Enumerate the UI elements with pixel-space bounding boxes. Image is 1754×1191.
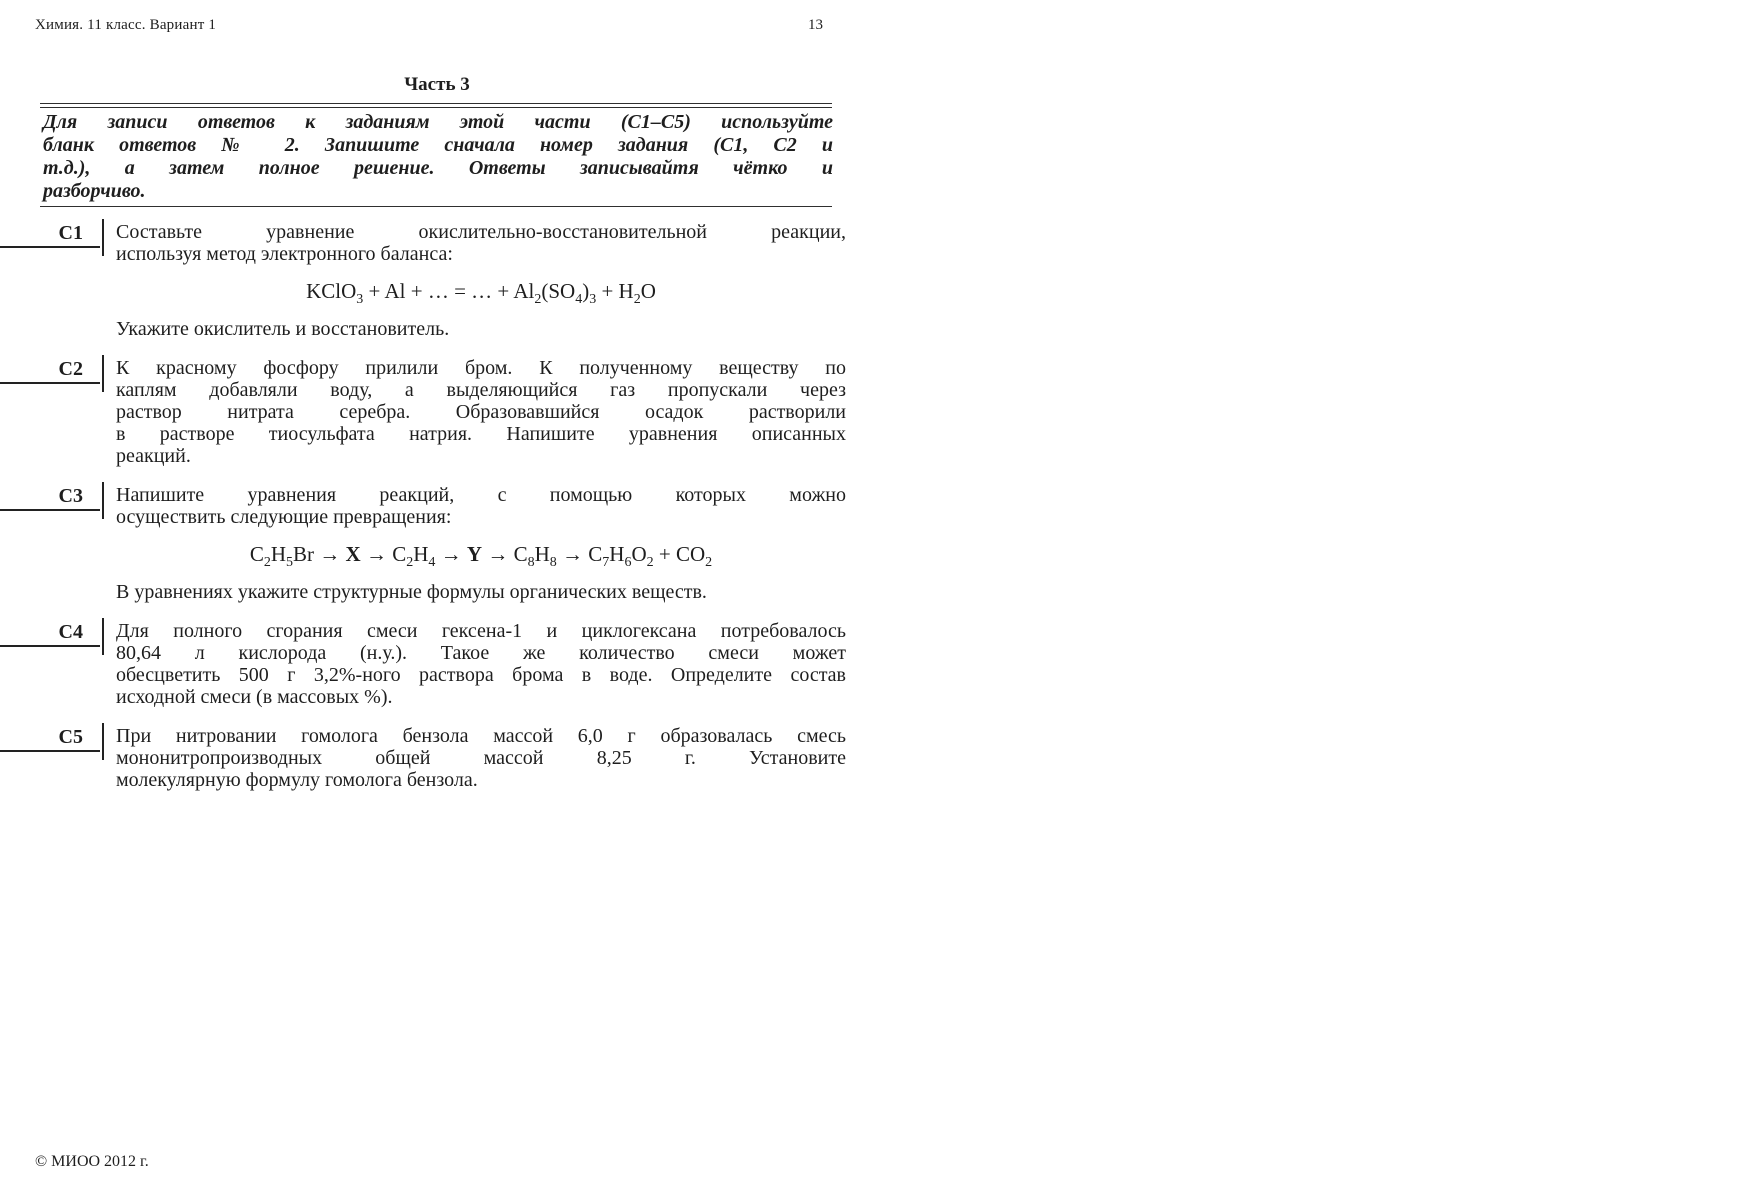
task-c2-body	[116, 357, 846, 467]
task-text-line: Составьте уравнение окислительно-восстановительной реакции,	[116, 221, 846, 243]
task-c2-label: С2	[58, 358, 83, 380]
task-text-line: каплям добавляли воду, а выделяющийся газ пропускали через	[116, 379, 846, 401]
task-c4-body	[116, 620, 846, 708]
instructions-rule-top	[40, 103, 832, 108]
task-label-divider	[102, 723, 104, 760]
task-text-line: раствор нитрата серебра. Образовавшийся осадок растворили	[116, 401, 846, 423]
task-c3-badge	[0, 484, 100, 511]
task-label-divider	[102, 219, 104, 256]
task-c5-body	[116, 725, 846, 791]
part-title: Часть 3	[404, 74, 470, 95]
task-text-line: реакций.	[116, 445, 191, 467]
task-c4-badge	[0, 620, 100, 647]
task-c4	[0, 620, 850, 708]
task-c5-badge	[0, 725, 100, 752]
task-c1-body	[116, 221, 846, 340]
footer-copyright: © МИОО 2012 г.	[35, 1153, 149, 1170]
task-c5-label: С5	[58, 726, 83, 748]
instructions-block	[43, 111, 833, 203]
page-number: 13	[808, 17, 823, 33]
task-text-line: Для полного сгорания смеси гексена-1 и циклогексана потребовалось	[116, 620, 846, 642]
task-c1-label: С1	[58, 222, 83, 244]
task-text-line: Напишите уравнения реакций, с помощью которых можно	[116, 484, 846, 506]
tasks-list	[0, 221, 850, 808]
task-c4-label: С4	[58, 621, 83, 643]
task-text-line: в растворе тиосульфата натрия. Напишите уравнения описанных	[116, 423, 846, 445]
task-text-line: обесцветить 500 г 3,2%-ного раствора брома в воде. Определите состав	[116, 664, 846, 686]
task-text-line: молекулярную формулу гомолога бензола.	[116, 769, 478, 791]
instruction-line: разборчиво.	[43, 180, 146, 202]
c3-transformation-chain: $C_2H_5Br \to X \to C_2H_4 \to Y \to C_8H_8 \to C_7H_6O_2 + CO_2$	[249, 542, 713, 570]
task-c1	[0, 221, 850, 340]
c1-equation: KClO$_3$ + Al + … = … + $Al_2(SO_4)_3 + H_2O$	[306, 279, 656, 307]
instruction-line: Для записи ответов к заданиям этой части (С1–С5) используйте	[43, 111, 833, 133]
task-c3	[0, 484, 850, 603]
task-text-line: мононитропроизводных общей массой 8,25 г. Установите	[116, 747, 846, 769]
task-c3-label: С3	[58, 485, 83, 507]
task-label-divider	[102, 355, 104, 392]
header-course-info: Химия. 11 класс. Вариант 1	[35, 17, 217, 33]
task-c5	[0, 725, 850, 791]
instruction-line: т.д.), а затем полное решение. Ответы записывайтя чётко и	[43, 157, 833, 179]
task-c3-body	[116, 484, 846, 603]
instructions-rule-bottom	[40, 206, 832, 207]
task-text-line: осуществить следующие превращения:	[116, 506, 452, 528]
task-text-line: используя метод электронного баланса:	[116, 243, 453, 265]
c1-note: Укажите окислитель и восстановитель.	[116, 318, 450, 340]
instruction-line: бланк ответов № 2. Запишите сначала номер задания (С1, С2 и	[43, 134, 833, 156]
task-text-line: 80,64 л кислорода (н.у.). Такое же количество смеси может	[116, 642, 846, 664]
task-c2-badge	[0, 357, 100, 384]
task-c1-badge	[0, 221, 100, 248]
task-text-line: К красному фосфору прилили бром. К полученному веществу по	[116, 357, 846, 379]
task-text-line: При нитровании гомолога бензола массой 6,0 г образовалась смесь	[116, 725, 846, 747]
task-c2	[0, 357, 850, 467]
task-label-divider	[102, 482, 104, 519]
task-label-divider	[102, 618, 104, 655]
c3-note: В уравнениях укажите структурные формулы органических веществ.	[116, 581, 707, 603]
task-text-line: исходной смеси (в массовых %).	[116, 686, 393, 708]
